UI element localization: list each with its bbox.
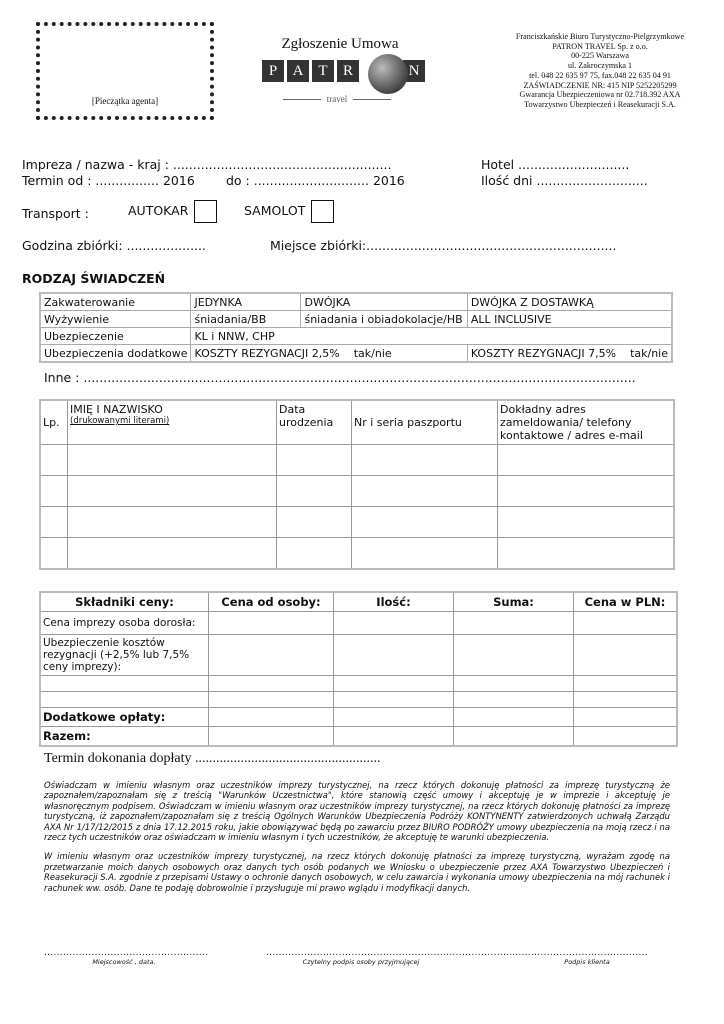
declaration-text (44, 780, 670, 893)
option-cancellation-2-5[interactable]: KOSZTY REZYGNACJI 2,5% tak/nie (191, 345, 467, 363)
row-label: Ubezpieczenie kosztów rezygnacji (+2,5% lub 7,5% ceny imprezy): (40, 635, 209, 676)
prices-table (39, 591, 678, 747)
plane-checkbox[interactable] (311, 200, 334, 223)
declaration-paragraph: W imieniu własnym oraz uczestników imprezy turystycznej, na rzecz których dokonuję płatności za imprezę turystyczną, wyrażam zgodę na przetwarzanie moich danych osobowych oraz danych tych osób podanych we Wniosku o ubezpieczenie przez AXA Towarzystwo Ubezpieczeń i Reasekuracji S.A. zgodnie z przepisami Ustawy o ochronie danych osobowych, w celu zawarcia i wykonania umowy ubezpieczenia na mój rachunek i rachunek ww. osób. Dane te podaję dobrowolnie i przysługuje mi prawo wglądu i modyfikacji danych. (44, 851, 670, 893)
signature-client[interactable] (512, 948, 662, 966)
col-lp: Lp. (40, 400, 68, 445)
insurance-value: KL i NNW, CHP (191, 328, 672, 345)
globe-icon (368, 54, 408, 94)
document-title: Zgłoszenie Umowa (281, 36, 399, 52)
table-row (40, 708, 677, 727)
row-label: Wyżywienie (40, 311, 191, 328)
transport-label: Transport : (22, 206, 89, 221)
row-label: Razem: (40, 727, 209, 747)
company-line: Towarzystwo Ubezpieczeń i Reasekuracji S.A. (524, 99, 676, 109)
option-single[interactable]: JEDYNKA (191, 293, 301, 311)
signature-label: Miejscowość , data. (92, 958, 156, 966)
table-row (40, 612, 677, 635)
col-name-label: IMIĘ I NAZWISKO (70, 403, 163, 416)
patron-logo (262, 60, 440, 112)
section-title: RODZAJ ŚWIADCZEŃ (22, 271, 166, 286)
col-components: Składniki ceny: (40, 592, 209, 612)
row-label: Ubezpieczenie (40, 328, 191, 345)
bus-checkbox[interactable] (194, 200, 217, 223)
company-line: 00-225 Warszawa (571, 51, 629, 61)
meeting-place-field[interactable]: Miejsce zbiórki:............................................................... (270, 238, 617, 253)
table-row (40, 311, 672, 328)
signature-line: .............................................................................. (266, 948, 513, 958)
payment-deadline-field[interactable]: Termin dokonania dopłaty ..................................................... (44, 751, 381, 766)
company-line: Franciszkańskie Biuro Turystyczno-Pielgrzymkowe (515, 32, 685, 41)
table-row[interactable] (40, 538, 674, 570)
option-double-extra[interactable]: DWÓJKA Z DOSTAWKĄ (467, 293, 672, 311)
trip-name-field[interactable]: Impreza / nazwa - kraj : ....................................................... (22, 157, 392, 172)
logo-letter: N (403, 60, 425, 82)
row-label: Ubezpieczenia dodatkowe (40, 345, 191, 363)
company-line: tel. 048 22 635 97 75, fax.048 22 635 04 91 (529, 70, 671, 80)
option-hb[interactable]: śniadania i obiadokolacje/HB (301, 311, 467, 328)
bus-label: AUTOKAR (128, 203, 189, 218)
transport-plane-option[interactable] (244, 200, 334, 223)
signature-label: Czytelny podpis osoby przyjmującej (302, 958, 420, 966)
table-row (40, 635, 677, 676)
table-header-row (40, 400, 674, 445)
table-row (40, 345, 672, 363)
col-birth: Data urodzenia (277, 400, 352, 445)
hotel-field[interactable]: Hotel ............................ (481, 157, 630, 172)
option-bb[interactable]: śniadania/BB (191, 311, 301, 328)
logo-letter: P (262, 60, 284, 82)
signature-place-date[interactable] (44, 948, 209, 966)
logo-letter: R (337, 60, 359, 82)
signature-agent[interactable] (266, 948, 513, 966)
row-label: Dodatkowe opłaty: (40, 708, 209, 727)
meeting-time-field[interactable]: Godzina zbiórki: .................... (22, 238, 206, 253)
date-to-field[interactable]: do : ............................. 2016 (226, 173, 405, 188)
plane-label: SAMOLOT (244, 203, 306, 218)
logo-subtitle: travel (262, 94, 412, 104)
table-row (40, 676, 677, 692)
table-row[interactable] (40, 476, 674, 507)
option-double[interactable]: DWÓJKA (301, 293, 467, 311)
col-quantity: Ilość: (334, 592, 454, 612)
stamp-label: [Pieczątka agenta] (91, 96, 159, 106)
services-table (39, 292, 673, 363)
date-from-field[interactable]: Termin od : ................ 2016 (22, 173, 195, 188)
option-all-inclusive[interactable]: ALL INCLUSIVE (467, 311, 672, 328)
table-header-row (40, 592, 677, 612)
company-line: ul. Zakroczymska 1 (567, 61, 633, 71)
table-row[interactable] (40, 445, 674, 476)
row-label: Zakwaterowanie (40, 293, 191, 311)
table-row[interactable] (40, 507, 674, 538)
company-info (500, 32, 700, 110)
col-price-pln: Cena w PLN: (574, 592, 678, 612)
col-passport: Nr i seria paszportu (352, 400, 498, 445)
days-count-field[interactable]: Ilość dni ............................ (481, 173, 648, 188)
logo-letter: T (312, 60, 334, 82)
signature-label: Podpis klienta (564, 958, 610, 966)
company-line: PATRON TRAVEL Sp. z o.o. (552, 41, 648, 51)
table-row (40, 328, 672, 345)
declaration-paragraph: Oświadczam w imieniu własnym oraz uczestników imprezy turystycznej, na rzecz których dokonuję płatności za imprezę turystyczną że zapoznałem/zapoznałam się z treścią "Warunków Uczestnictwa", które stanowią część umowy i akceptuję je w imprezie i akceptuję je własnoręcznym podpisem. Oświadczam w imieniu własnym oraz uczestników imprezy turystycznej, na rzecz których dokonuję płatności za imprezę turystyczną, iż zapoznałem/zapoznałam się z treścią Ogólnych Warunków Ubezpieczenia Podróży KONTYNENTY zatwierdzonych uchwałą Zarządu AXA Nr 1/17/12/2015 z dnia 17.12.2015 roku, jakie obowiązywać będą po zawarciu przez BIURO PODRÓŻY umowy ubezpieczenia na moją rzecz i na rzecz tych uczestników oraz oświadczam w imieniu własnym i tych uczestników, że akceptuję te warunki ubezpieczenia. (44, 780, 670, 843)
table-row (40, 293, 672, 311)
col-name-note: (drukowanymi literami) (70, 416, 170, 426)
company-line: ZAŚWIADCZENIE NR: 415 NIP 5252205299 (523, 80, 677, 90)
col-price-person: Cena od osoby: (209, 592, 334, 612)
signature-line: ........................................... (512, 948, 648, 958)
logo-letter: A (287, 60, 309, 82)
transport-bus-option[interactable] (128, 200, 217, 223)
row-label: Cena imprezy osoba dorosła: (40, 612, 209, 635)
table-row (40, 727, 677, 747)
col-name (68, 400, 277, 445)
table-row (40, 692, 677, 708)
col-address: Dokładny adres zameldowania/ telefony kontaktowe / adres e-mail (498, 400, 675, 445)
participants-table (39, 399, 675, 570)
other-field[interactable]: Inne : ........................................................................................................................................... (44, 370, 636, 385)
signature-line: .................................................... (44, 948, 209, 958)
company-line: Gwarancja Ubezpieczeniowa nr 02.718.392 AXA (519, 90, 681, 100)
option-cancellation-7-5[interactable]: KOSZTY REZYGNACJI 7,5% tak/nie (467, 345, 672, 363)
col-sum: Suma: (454, 592, 574, 612)
agent-stamp-box (36, 22, 214, 120)
